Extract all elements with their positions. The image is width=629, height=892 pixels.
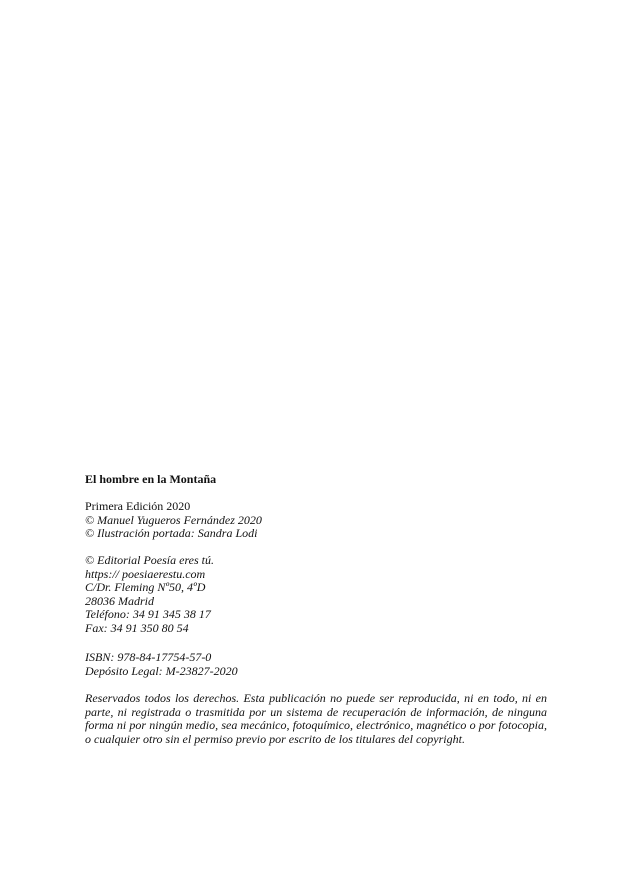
author-copyright: © Manuel Yugueros Fernández 2020 xyxy=(85,512,262,527)
cover-copyright: © Ilustración portada: Sandra Lodi xyxy=(85,526,258,540)
rights-notice: Reservados todos los derechos. Esta publicación no puede ser reproducida, ni en todo, ni en parte, ni registrada o trasmitida por un sistema de recuperación de información, de ninguna forma ni por ningún medio, sea mecánico, fotoquímico, electrónico, magnético o por fotocopia, o cualquier otro sin el permiso previo por escrito de los titulares del copyright. xyxy=(85,691,547,746)
publisher-website: https:// poesiaerestu.com xyxy=(85,566,206,581)
edition-info xyxy=(85,500,547,541)
publisher-info xyxy=(85,554,547,635)
legal-deposit: Depósito Legal: M-23827-2020 xyxy=(85,663,238,678)
isbn: ISBN: 978-84-17754-57-0 xyxy=(85,650,212,664)
publisher-name: © Editorial Poesía eres tú. xyxy=(85,553,214,567)
legal-info xyxy=(85,651,547,678)
publisher-fax: Fax: 34 91 350 80 54 xyxy=(85,620,189,635)
edition-line: Primera Edición 2020 xyxy=(85,499,191,513)
publisher-phone: Teléfono: 34 91 345 38 17 xyxy=(85,607,211,621)
publisher-city: 28036 Madrid xyxy=(85,593,154,608)
publisher-address: C/Dr. Fleming Nº50, 4ºD xyxy=(85,580,206,594)
book-title: El hombre en la Montaña xyxy=(85,472,217,486)
